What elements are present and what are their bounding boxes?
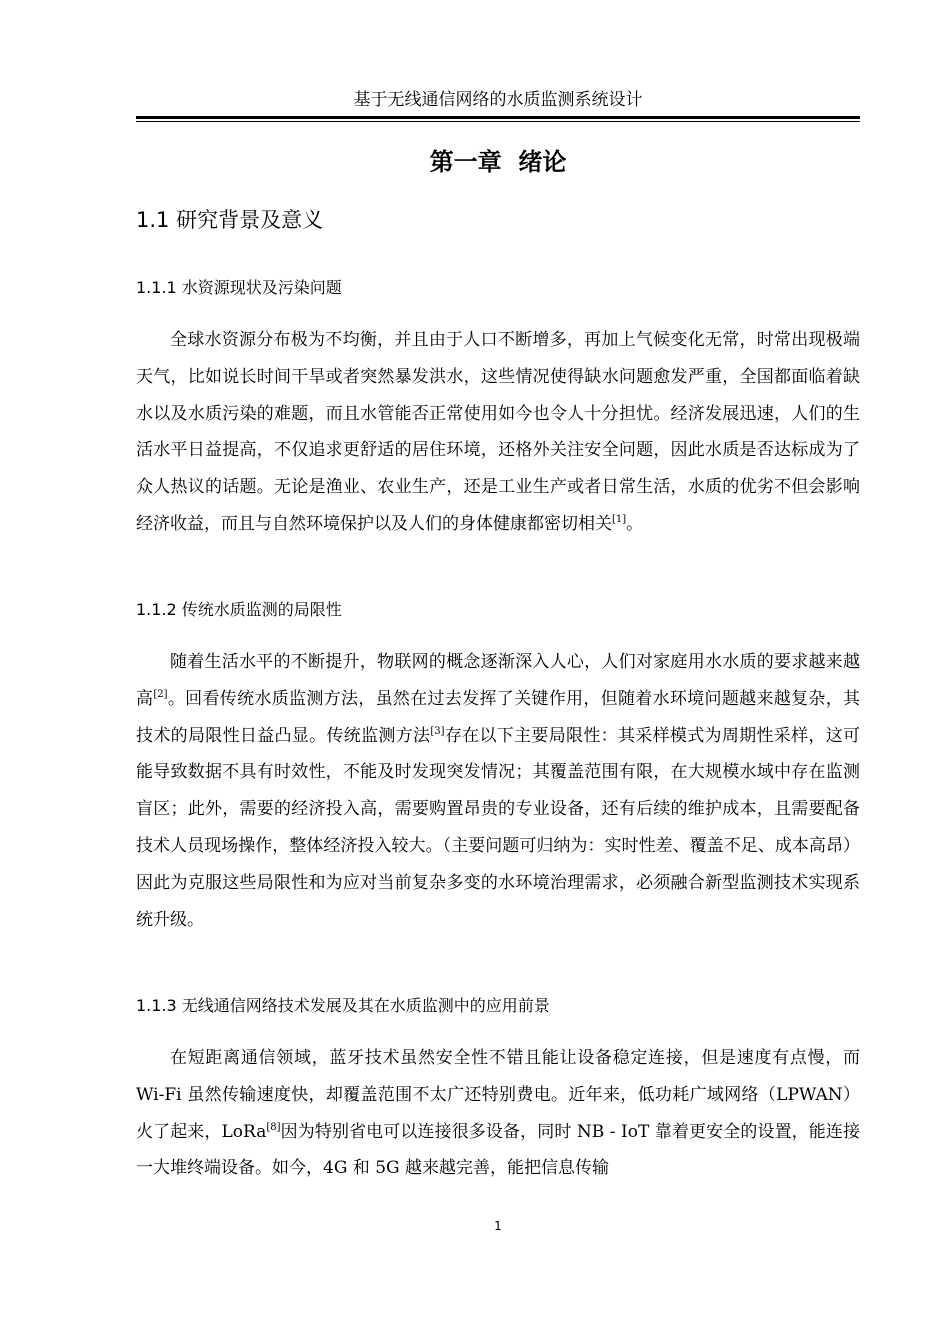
subsection-title-1-1-1: 1.1.1 水资源现状及污染问题 — [136, 278, 342, 297]
paragraph-text: 因为特别省电可以连接很多设备，同时 NB - IoT 靠着更安全的设置，能连接一大堆终端设备。如今，4G 和 5G 越来越完善，能把信息传输 — [136, 1121, 860, 1179]
paragraph-water-resources — [136, 322, 860, 543]
paragraph-traditional-monitoring — [136, 644, 860, 938]
paragraph-text: 。 — [626, 513, 644, 534]
paragraph-wireless-technology — [136, 1040, 860, 1187]
citation-8: [8] — [266, 1121, 281, 1133]
paragraph-text: 全球水资源分布极为不均衡，并且由于人口不断增多，再加上气候变化无常，时常出现极端天气，比如说长时间干旱或者突然暴发洪水，这些情况使得缺水问题愈发严重，全国都面临着缺水以及水质污染的难题，而且水管能否正常使用如今也令人十分担忧。经济发展迅速，人们的生活水平日益提高，不仅追求更舒适的居住环境，还格外关注安全问题，因此水质是否达标成为了众人热议的话题。无论是渔业、农业生产，还是工业生产或者日常生活，水质的优劣不但会影响经济收益，而且与自然环境保护以及人们的身体健康都密切相关 — [136, 330, 860, 534]
subsection-title-1-1-3: 1.1.3 无线通信网络技术发展及其在水质监测中的应用前景 — [136, 996, 550, 1015]
paragraph-text: 存在以下主要局限性：其采样模式为周期性采样，这可能导致数据不具有时效性，不能及时发现突发情况；其覆盖范围有限，在大规模水域中存在监测盲区；此外，需要的经济投入高，需要购置昂贵的专业设备，还有后续的维护成本，且需要配备技术人员现场操作，整体经济投入较大。（主要问题可归纳为：实时性差、覆盖不足、成本高昂）因此为克服这些局限性和为应对当前复杂多变的水环境治理需求，必须融合新型监测技术实现系统升级。 — [136, 725, 861, 930]
citation-3: [3] — [430, 725, 445, 737]
page-number: 1 — [494, 1219, 502, 1233]
header-rule — [136, 116, 860, 119]
section-title: 1.1 研究背景及意义 — [136, 208, 324, 232]
header-rule-thin — [136, 121, 860, 122]
paragraph-text: 。回看传统水质监测方法，虽然在过去发挥了关键作用，但随着水环境问题越来越复杂，其技术的局限性日益凸显。传统监测方法 — [136, 688, 861, 746]
citation-1: [1] — [612, 513, 627, 525]
running-header: 基于无线通信网络的水质监测系统设计 — [353, 90, 643, 110]
citation-2: [2] — [153, 688, 168, 700]
subsection-title-1-1-2: 1.1.2 传统水质监测的局限性 — [136, 600, 342, 619]
paragraph-text: 在短距离通信领域，蓝牙技术虽然安全性不错且能让设备稳定连接，但是速度有点慢，而 Wi-Fi 虽然传输速度快，却覆盖范围不太广还特别费电。近年来，低功耗广域网络（LPWAN）火了起来，LoRa — [136, 1048, 860, 1142]
chapter-title: 第一章 绪论 — [429, 148, 567, 176]
paragraph-text: 随着生活水平的不断提升，物联网的概念逐渐深入人心，人们对家庭用水水质的要求越来越高 — [136, 652, 860, 709]
